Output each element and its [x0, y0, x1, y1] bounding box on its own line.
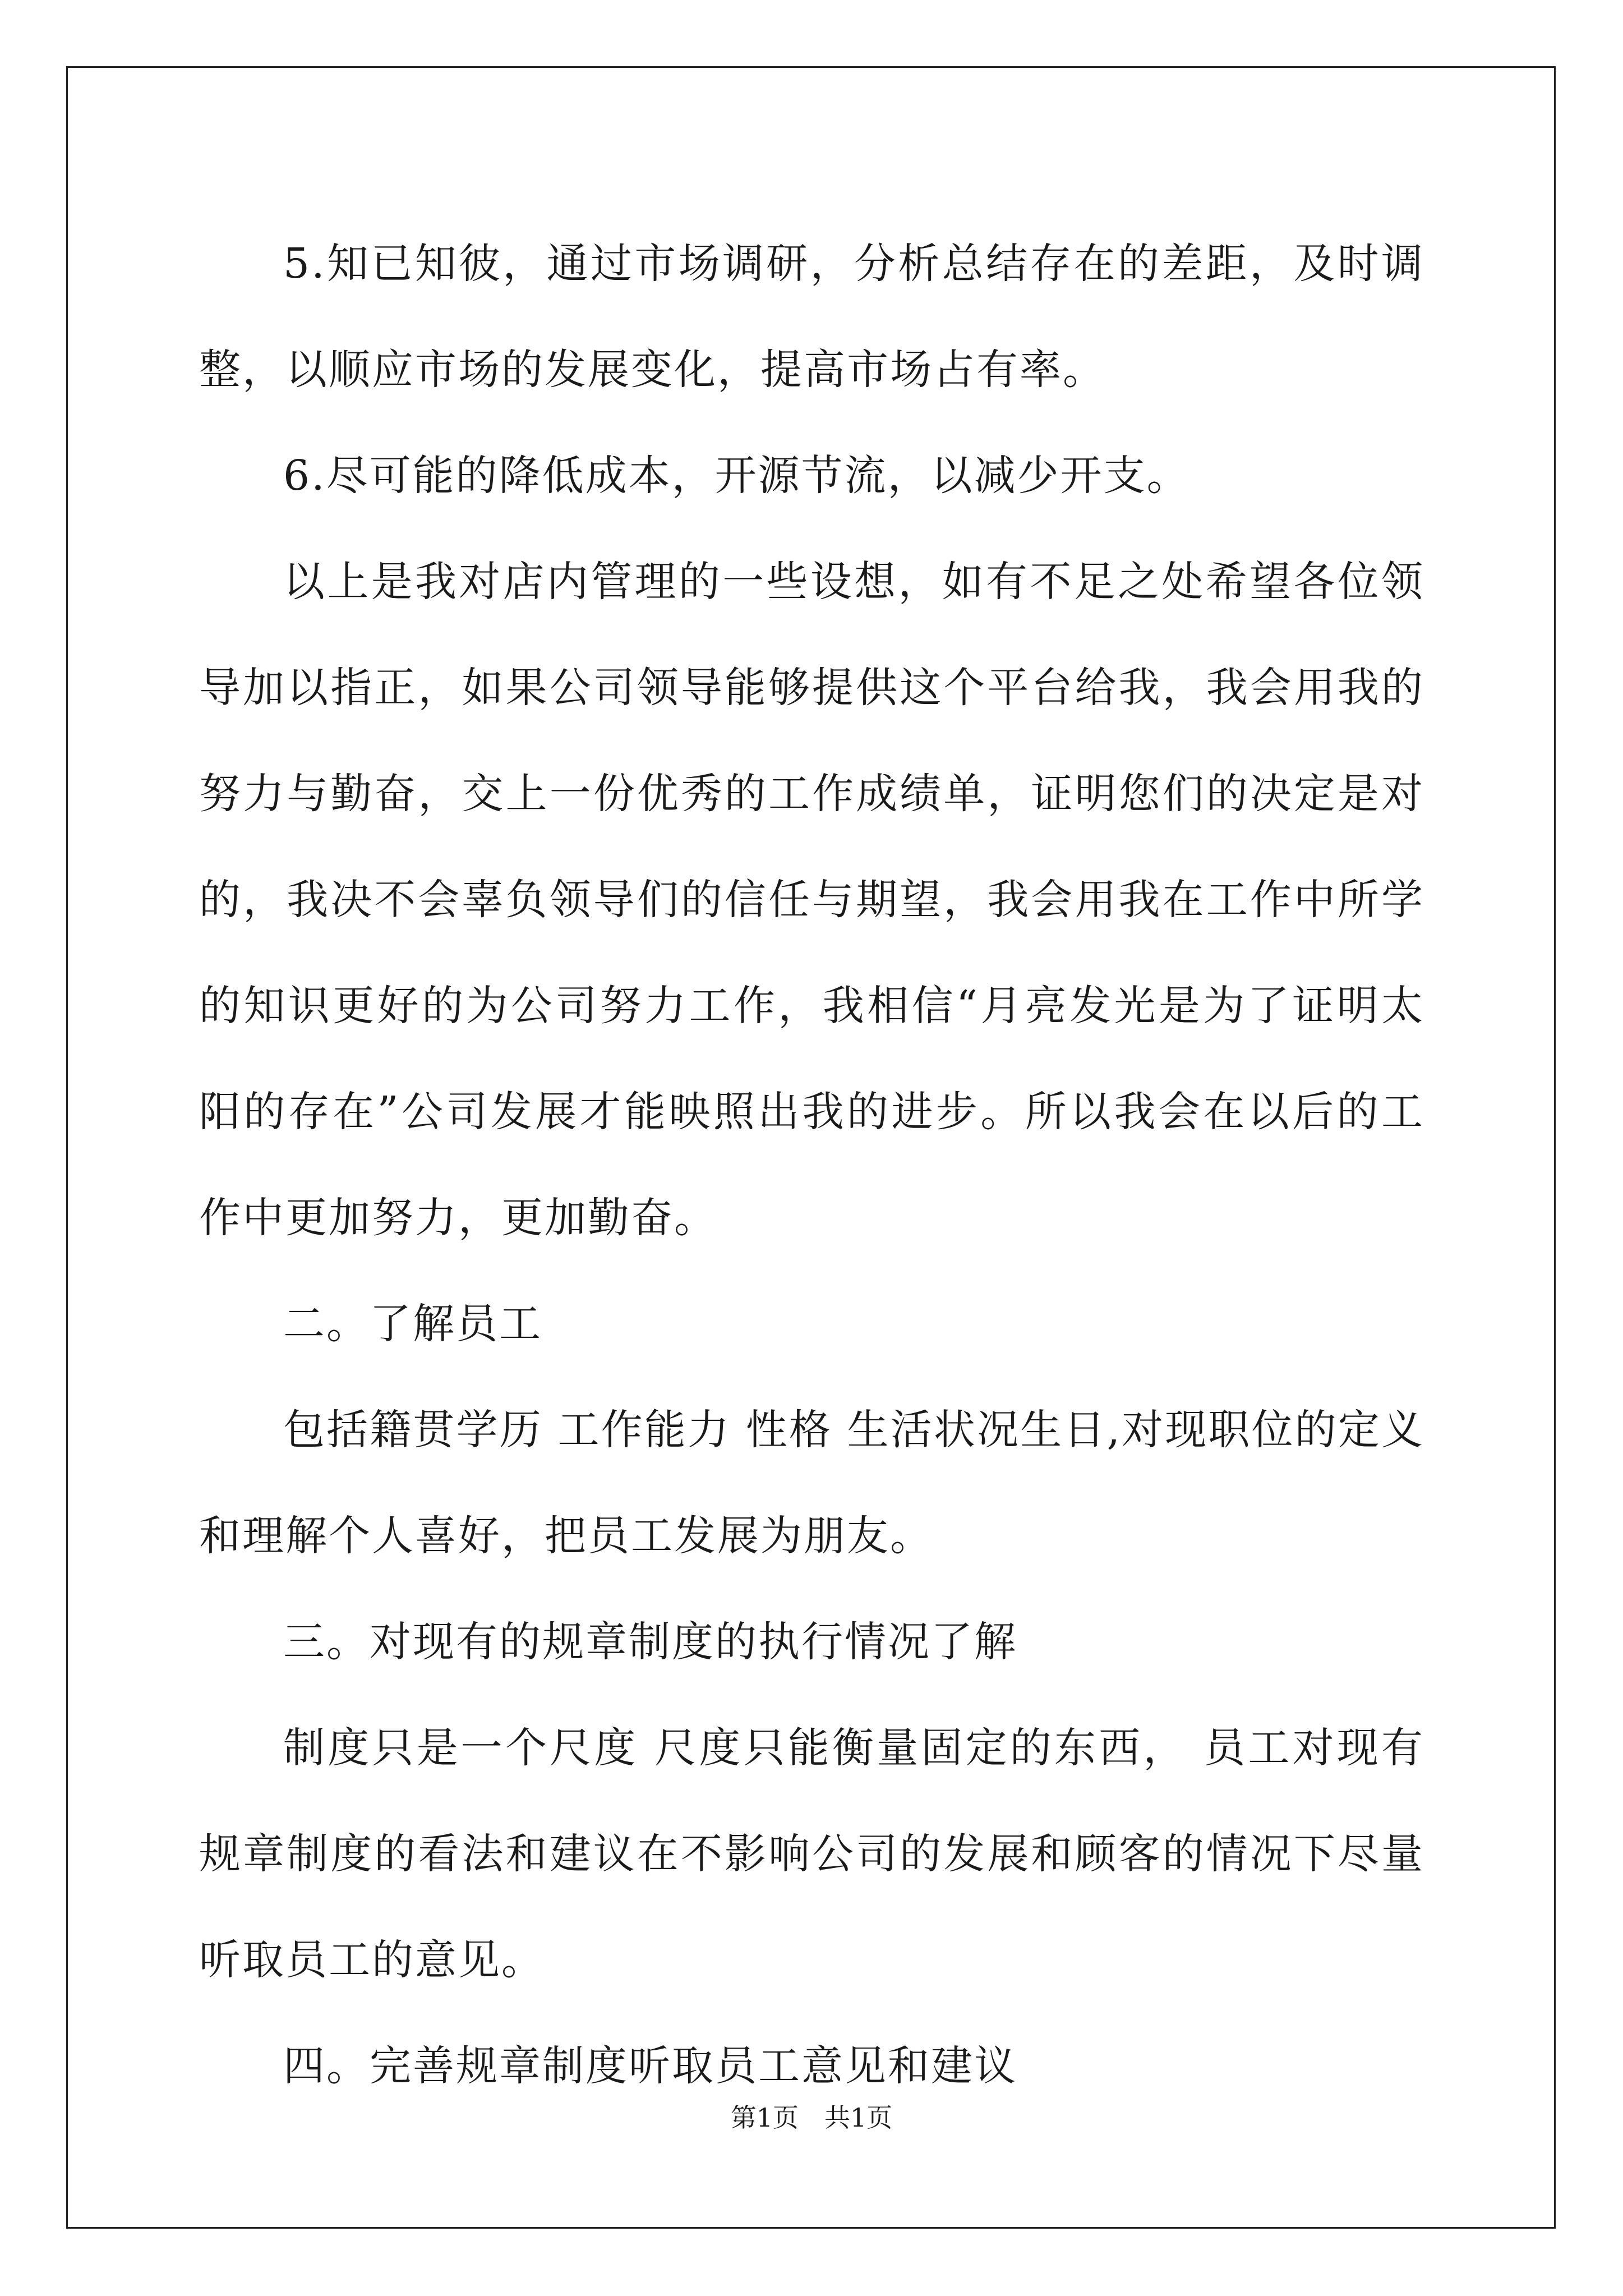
section-heading-2: 二。了解员工	[283, 1300, 542, 1348]
section-heading-4: 四。完善规章制度听取员工意见和建议	[283, 2042, 1017, 2090]
paragraph-rules: 制度只是一个尺度 尺度只能衡量固定的东西， 员工对现有规章制度的看法和建议在不影响公司的发展和顾客的情况下尽量听取员工的意见。	[199, 1724, 1424, 1984]
paragraph-item-5: 5.知已知彼，通过市场调研，分析总结存在的差距，及时调整，以顺应市场的发展变化，提高市场占有率。	[199, 240, 1424, 394]
section-heading-3: 三。对现有的规章制度的执行情况了解	[283, 1618, 1017, 1666]
paragraph-item-6: 6.尽可能的降低成本，开源节流，以减少开支。	[283, 452, 1190, 500]
paragraph-understand-staff: 包括籍贯学历 工作能力 性格 生活状况生日,对现职位的定义和理解个人喜好，把员工发展为朋友。	[199, 1406, 1424, 1560]
paragraph-summary: 以上是我对店内管理的一些设想，如有不足之处希望各位领导加以指正，如果公司领导能够提供这个平台给我，我会用我的努力与勤奋，交上一份优秀的工作成绩单，证明您们的决定是对的，我决不会辜负领导们的信任与期望，我会用我在工作中所学的知识更好的为公司努力工作，我相信“月亮发光是为了证明太阳的存在”公司发展才能映照出我的进步。所以我会在以后的工作中更加努力，更加勤奋。	[199, 558, 1424, 1242]
page-footer: 第1页 共1页	[730, 2102, 893, 2133]
document-body	[199, 211, 1424, 2119]
